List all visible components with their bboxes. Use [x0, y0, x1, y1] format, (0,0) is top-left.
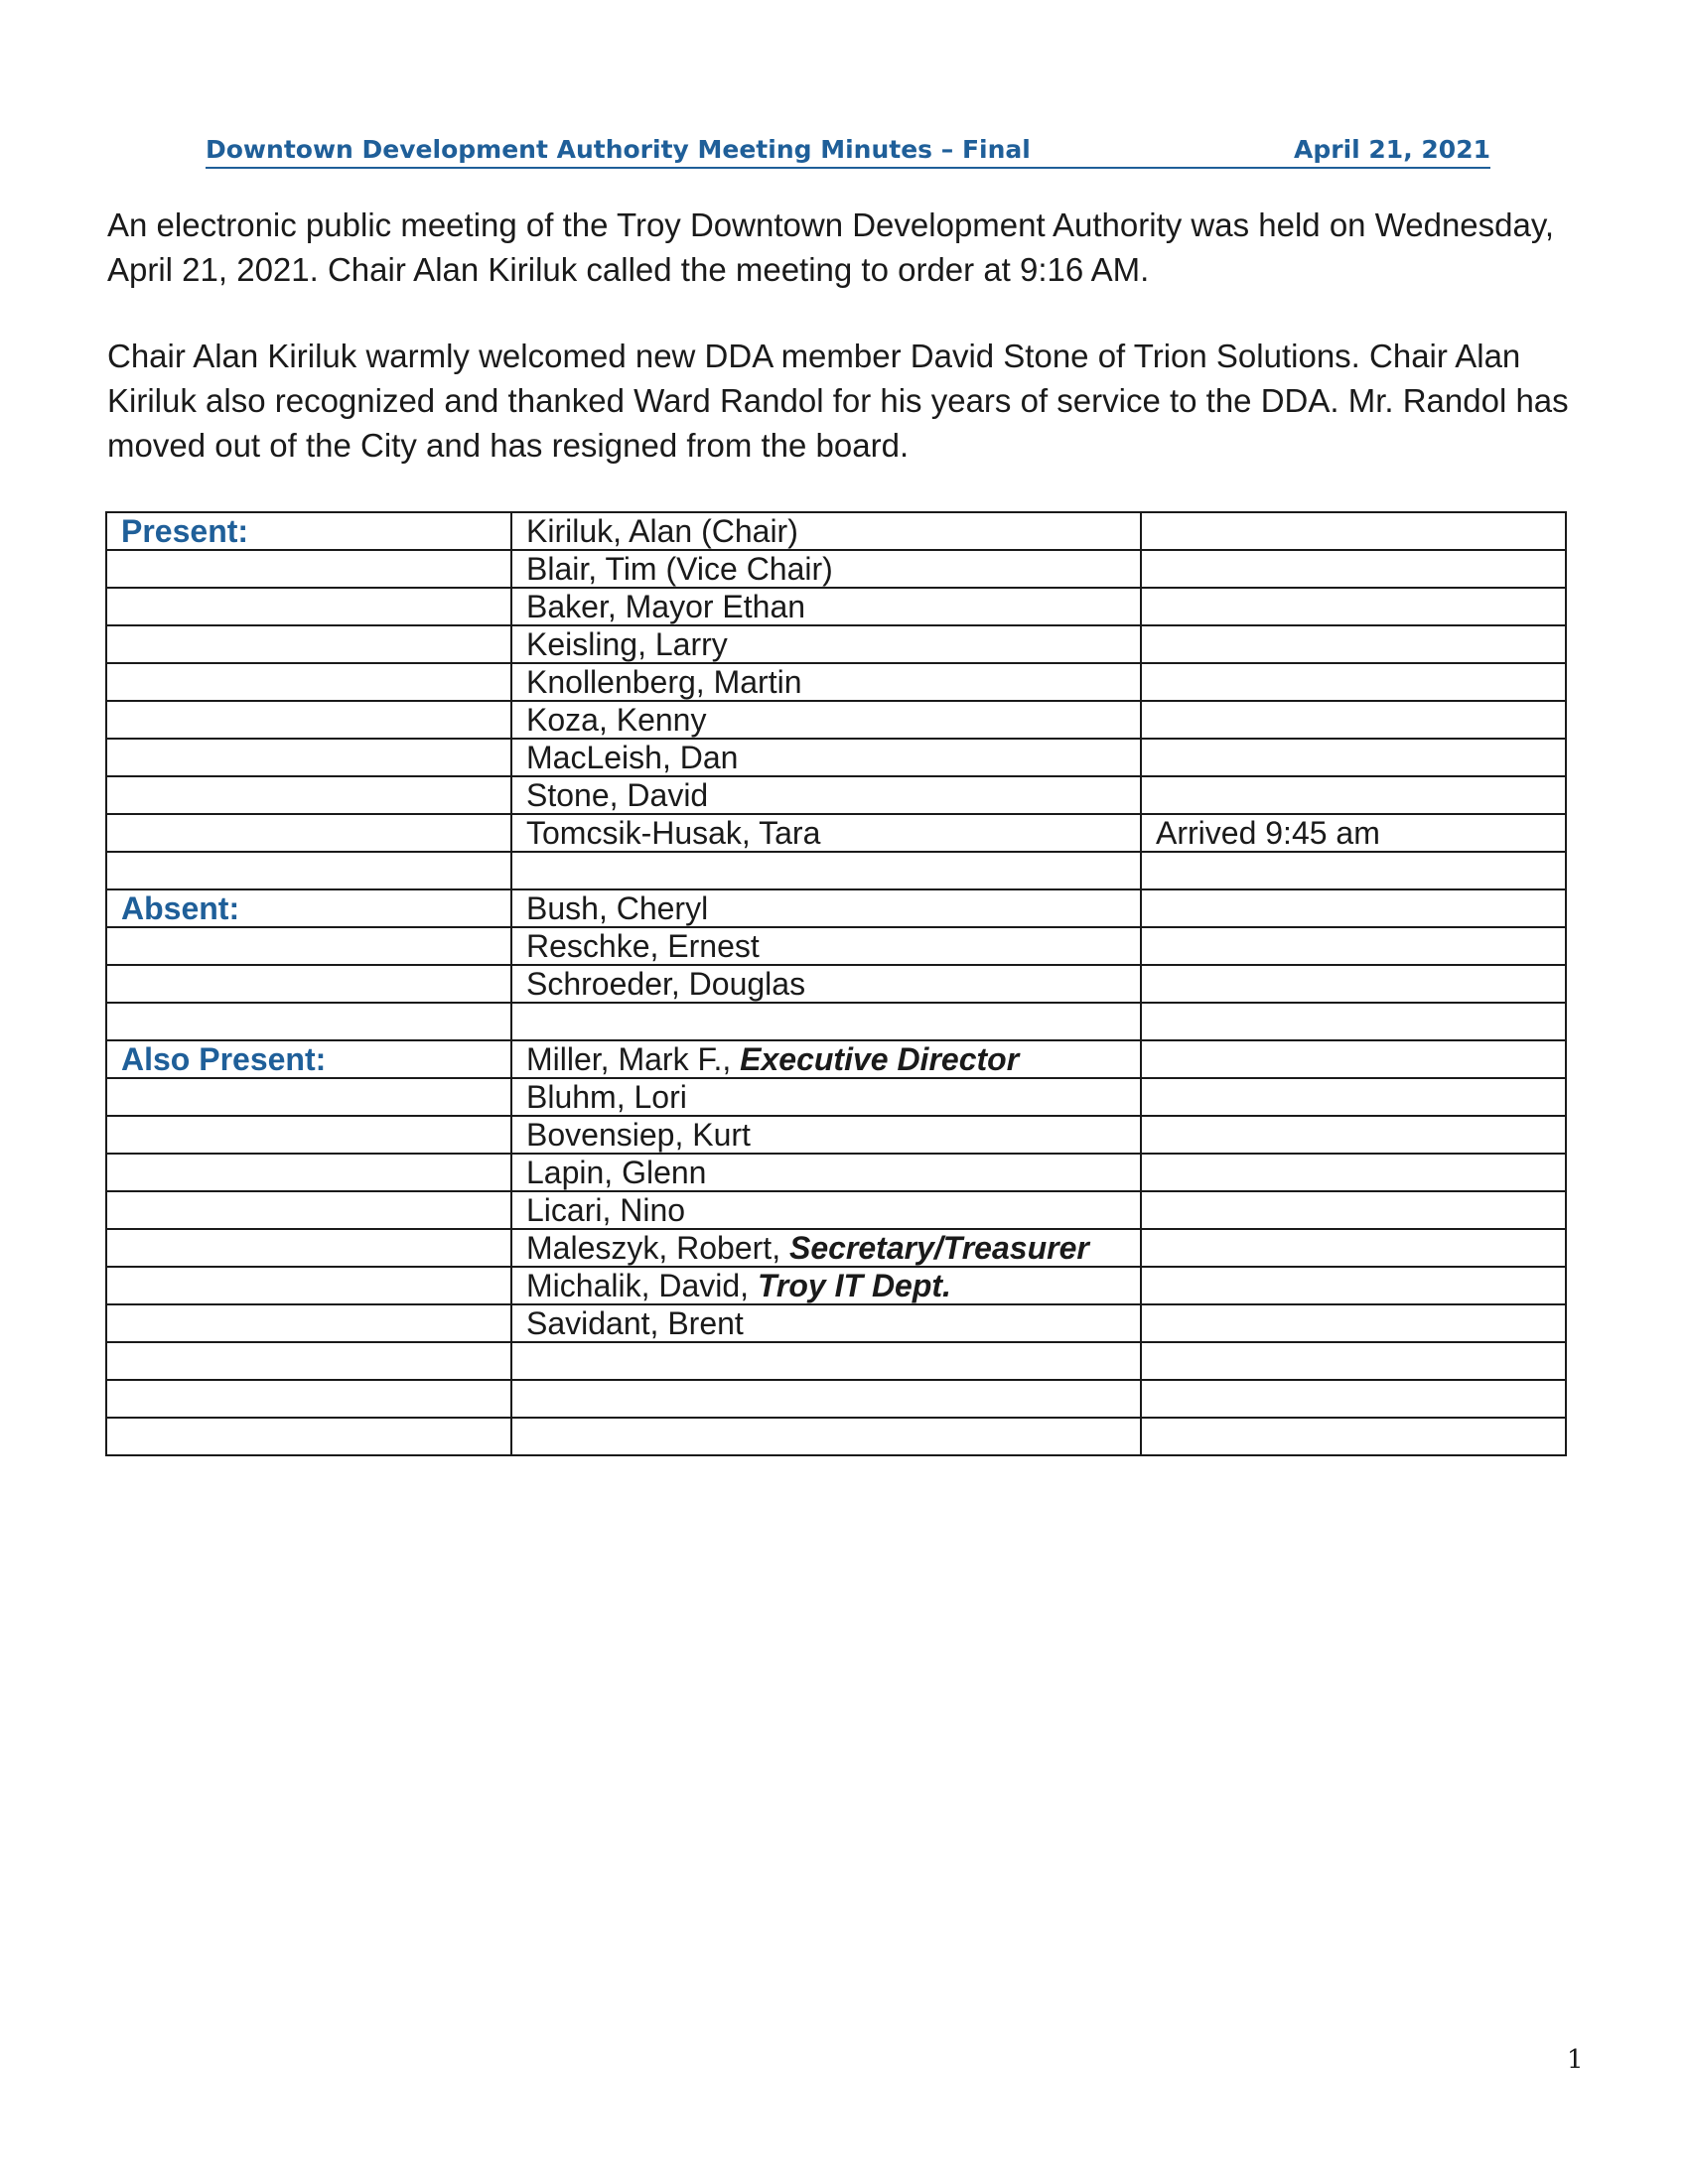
empty-cell [511, 1342, 1141, 1380]
attendee-name: Kiriluk, Alan (Chair) [511, 512, 1141, 550]
attendee-cell [511, 1040, 1141, 1078]
welcome-paragraph [107, 334, 1597, 468]
attendee-name: Stone, David [511, 776, 1141, 814]
empty-cell [1141, 1116, 1566, 1154]
empty-cell [106, 588, 511, 625]
attendee-name: Keisling, Larry [511, 625, 1141, 663]
table-row [106, 663, 1566, 701]
table-row [106, 701, 1566, 739]
attendee-name: Miller, Mark F., [526, 1041, 741, 1077]
empty-cell [511, 1380, 1141, 1418]
table-row [106, 739, 1566, 776]
table-row-blank [106, 1342, 1566, 1380]
table-row [106, 512, 1566, 550]
table-row [106, 1078, 1566, 1116]
table-row [106, 625, 1566, 663]
table-row [106, 1267, 1566, 1304]
attendee-name: Tomcsik-Husak, Tara [511, 814, 1141, 852]
empty-cell [106, 1191, 511, 1229]
table-row [106, 927, 1566, 965]
empty-cell [511, 1418, 1141, 1455]
attendee-name: Reschke, Ernest [511, 927, 1141, 965]
empty-cell [106, 1380, 511, 1418]
empty-cell [106, 663, 511, 701]
attendee-cell [511, 1154, 1141, 1191]
empty-cell [106, 1267, 511, 1304]
empty-cell [1141, 1040, 1566, 1078]
table-row [106, 1304, 1566, 1342]
empty-cell [1141, 852, 1566, 889]
empty-cell [1141, 1342, 1566, 1380]
empty-cell [1141, 1380, 1566, 1418]
empty-cell [106, 1342, 511, 1380]
empty-cell [106, 1229, 511, 1267]
attendee-name: Bush, Cheryl [511, 889, 1141, 927]
table-row-blank [106, 1418, 1566, 1455]
empty-cell [1141, 1154, 1566, 1191]
table-row [106, 1116, 1566, 1154]
empty-cell [1141, 1229, 1566, 1267]
attendee-name: Blair, Tim (Vice Chair) [511, 550, 1141, 588]
attendee-note [1141, 588, 1566, 625]
empty-cell [106, 701, 511, 739]
paragraph-line: Chair Alan Kiriluk warmly welcomed new DDA member David Stone of Trion Solutions. Chair Alan [107, 338, 1521, 374]
table-row [106, 1040, 1566, 1078]
empty-cell [106, 927, 511, 965]
header-date: April 21, 2021 [1294, 135, 1490, 164]
empty-cell [106, 1154, 511, 1191]
document-header [206, 133, 1490, 169]
attendance-table [105, 511, 1567, 1456]
paragraph-line: April 21, 2021. Chair Alan Kiriluk called the meeting to order at 9:16 AM. [107, 251, 1150, 288]
table-row [106, 588, 1566, 625]
paragraph-line: An electronic public meeting of the Troy Downtown Development Authority was held on Wednesday, [107, 206, 1555, 243]
attendee-name: Bluhm, Lori [526, 1079, 687, 1115]
attendee-role: Executive Director [740, 1041, 1020, 1077]
empty-cell [1141, 889, 1566, 927]
attendee-name: Koza, Kenny [511, 701, 1141, 739]
attendee-cell [511, 1078, 1141, 1116]
attendee-name: Lapin, Glenn [526, 1155, 707, 1190]
attendee-cell [511, 1304, 1141, 1342]
empty-cell [1141, 1267, 1566, 1304]
section-label-also-present: Also Present: [106, 1040, 511, 1078]
attendee-name: Bovensiep, Kurt [526, 1117, 751, 1153]
attendee-note [1141, 739, 1566, 776]
empty-cell [106, 1418, 511, 1455]
empty-cell [1141, 1078, 1566, 1116]
header-title: Downtown Development Authority Meeting Minutes – Final [206, 135, 1031, 164]
attendee-name: Licari, Nino [526, 1192, 686, 1228]
empty-cell [106, 1003, 511, 1040]
paragraph-line: moved out of the City and has resigned from the board. [107, 427, 910, 464]
attendee-cell [511, 1116, 1141, 1154]
empty-cell [106, 1304, 511, 1342]
attendee-note: Arrived 9:45 am [1141, 814, 1566, 852]
empty-cell [106, 739, 511, 776]
table-row [106, 1191, 1566, 1229]
attendee-name: MacLeish, Dan [511, 739, 1141, 776]
table-row [106, 965, 1566, 1003]
table-row [106, 889, 1566, 927]
empty-cell [106, 625, 511, 663]
attendee-note [1141, 776, 1566, 814]
paragraph-line: Kiriluk also recognized and thanked Ward Randol for his years of service to the DDA. Mr. Randol has [107, 382, 1569, 419]
attendee-role: Secretary/Treasurer [788, 1230, 1089, 1266]
table-row-blank [106, 852, 1566, 889]
empty-cell [106, 814, 511, 852]
empty-cell [106, 1078, 511, 1116]
attendee-note [1141, 512, 1566, 550]
attendee-name: Baker, Mayor Ethan [511, 588, 1141, 625]
empty-cell [106, 1116, 511, 1154]
page-number: 1 [1567, 2045, 1584, 2075]
empty-cell [1141, 965, 1566, 1003]
attendee-cell [511, 1267, 1141, 1304]
attendee-note [1141, 625, 1566, 663]
table-row [106, 550, 1566, 588]
empty-cell [106, 550, 511, 588]
empty-cell [1141, 927, 1566, 965]
empty-cell [1141, 1191, 1566, 1229]
table-row-blank [106, 1003, 1566, 1040]
table-row [106, 1154, 1566, 1191]
attendee-note [1141, 701, 1566, 739]
empty-cell [1141, 1418, 1566, 1455]
empty-cell [106, 852, 511, 889]
attendee-name: Michalik, David, [526, 1268, 758, 1303]
attendee-name: Schroeder, Douglas [511, 965, 1141, 1003]
attendee-name: Knollenberg, Martin [511, 663, 1141, 701]
empty-cell [1141, 1003, 1566, 1040]
section-label-present: Present: [106, 512, 511, 550]
empty-cell [511, 1003, 1141, 1040]
attendee-note [1141, 663, 1566, 701]
table-row [106, 814, 1566, 852]
empty-cell [511, 852, 1141, 889]
table-row-blank [106, 1380, 1566, 1418]
intro-paragraph [107, 203, 1597, 292]
attendee-cell [511, 1191, 1141, 1229]
section-label-absent: Absent: [106, 889, 511, 927]
empty-cell [106, 965, 511, 1003]
attendee-cell [511, 1229, 1141, 1267]
attendee-role: Troy IT Dept. [757, 1268, 951, 1303]
attendee-name: Savidant, Brent [526, 1305, 744, 1341]
attendee-note [1141, 550, 1566, 588]
empty-cell [1141, 1304, 1566, 1342]
table-row [106, 776, 1566, 814]
attendee-name: Maleszyk, Robert, [526, 1230, 789, 1266]
empty-cell [106, 776, 511, 814]
table-row [106, 1229, 1566, 1267]
